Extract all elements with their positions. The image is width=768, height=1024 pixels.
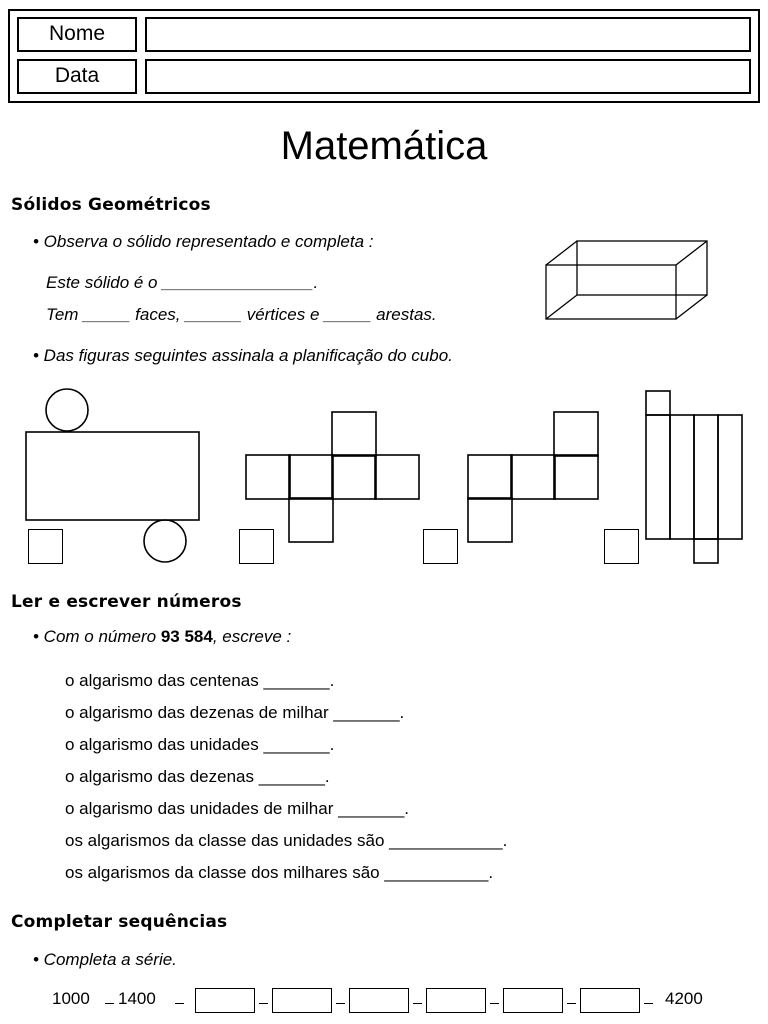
sequence-dash: [336, 1003, 345, 1004]
numbers-instruction-prefix: • Com o número: [33, 627, 161, 646]
numbers-instruction-suffix: , escreve :: [212, 627, 292, 646]
solids-line-2: Tem _____ faces, ______ vértices e _____ arestas.: [46, 305, 437, 324]
numbers-item: os algarismos da classe dos milhares são ___________.: [65, 863, 494, 882]
checkbox-net-2[interactable]: [239, 529, 274, 564]
sequence-last: 4200: [665, 989, 703, 1008]
checkbox-net-3[interactable]: [423, 529, 458, 564]
numbers-item: o algarismo das centenas _______.: [65, 671, 335, 690]
numbers-item: o algarismo das dezenas _______.: [65, 767, 330, 786]
solids-instruction-2: • Das figuras seguintes assinala a planificação do cubo.: [33, 346, 453, 365]
numbers-item: os algarismos da classe das unidades são ____________.: [65, 831, 508, 850]
sequence-first: 1000: [52, 989, 90, 1008]
numbers-instruction: [33, 627, 291, 647]
section-heading-numbers: Ler e escrever números: [11, 592, 242, 612]
cuboid-figure: [540, 236, 715, 326]
sequence-blank[interactable]: [580, 988, 640, 1013]
sequence-dash: [413, 1003, 422, 1004]
date-label: Data: [54, 64, 100, 87]
net-figure-4: [645, 390, 745, 565]
sequence-dash: [567, 1003, 576, 1004]
sequence-dash: [490, 1003, 499, 1004]
sequence-blank[interactable]: [349, 988, 409, 1013]
sequence-blank[interactable]: [503, 988, 563, 1013]
section-heading-sequences: Completar sequências: [11, 912, 228, 932]
numbers-item: o algarismo das unidades de milhar _______.: [65, 799, 410, 818]
name-label: Nome: [48, 22, 106, 45]
section-heading-solids: Sólidos Geométricos: [11, 195, 211, 215]
numbers-item: o algarismo das unidades _______.: [65, 735, 335, 754]
sequences-instruction: • Completa a série.: [33, 950, 177, 969]
sequence-dash: [259, 1003, 268, 1004]
name-field[interactable]: [145, 17, 751, 52]
sequence-blank[interactable]: [195, 988, 255, 1013]
sequence-dash: [644, 1003, 653, 1004]
sequence-dash: [105, 1003, 114, 1004]
solids-line-1: Este sólido é o ________________.: [46, 273, 319, 292]
numbers-item: o algarismo das dezenas de milhar _______.: [65, 703, 405, 722]
page-title: Matemática: [280, 124, 488, 168]
sequence-blank[interactable]: [272, 988, 332, 1013]
sequence-dash: [175, 1003, 184, 1004]
numbers-value: 93 584: [160, 627, 213, 646]
checkbox-net-1[interactable]: [28, 529, 63, 564]
solids-instruction: • Observa o sólido representado e completa :: [33, 232, 374, 251]
date-field[interactable]: [145, 59, 751, 94]
sequence-second: 1400: [118, 989, 156, 1008]
net-figure-3: [466, 410, 606, 550]
sequence-blank[interactable]: [426, 988, 486, 1013]
checkbox-net-4[interactable]: [604, 529, 639, 564]
